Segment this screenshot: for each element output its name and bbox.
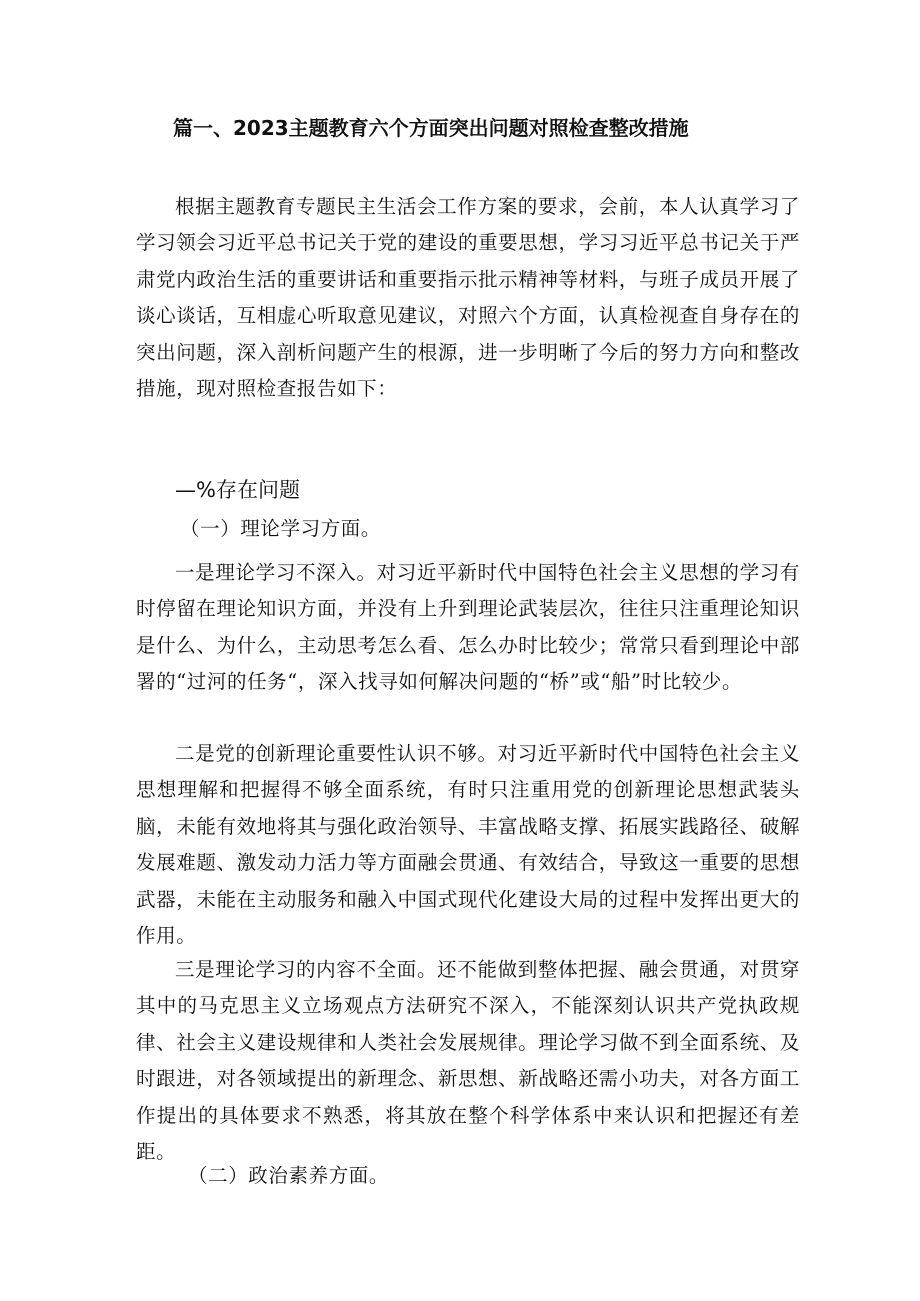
paragraph-innovation-theory: 二是党的创新理论重要性认识不够。对习近平新时代中国特色社会主义思想理解和把握得不够全面系统，有时只注重用党的创新理论思想武装头脑，未能有效地将其与强化政治领导、丰富战略支撑、拓展实践路径、破解发展难题、激发动力活力等方面融会贯通、有效结合，导致这一重要的思想武器，未能在主动服务和融入中国式现代化建设大局的过程中发挥出更大的作用。 <box>136 742 800 948</box>
section-heading-problems: —%存在问题 <box>175 478 300 502</box>
document-title: 篇一、2023主题教育六个方面突出问题对照检查整改措施 <box>173 116 689 140</box>
subsection-heading-political-quality: （二）政治素养方面。 <box>188 1164 390 1187</box>
paragraph-theory-not-deep: 一是理论学习不深入。对习近平新时代中国特色社会主义思想的学习有时停留在理论知识方面，并没有上升到理论武装层次，往往只注重理论知识是什么、为什么，主动思考怎么看、怎么办时比较少；常常只看到理论中部署的“过河的任务“，深入找寻如何解决问题的“桥”或“船”时比较少。 <box>136 561 800 694</box>
intro-paragraph: 根据主题教育专题民主生活会工作方案的要求，会前，本人认真学习了学习领会习近平总书记关于党的建设的重要思想，学习习近平总书记关于严肃党内政治生活的重要讲话和重要指示批示精神等材料，与班子成员开展了谈心谈话，互相虚心听取意见建议，对照六个方面，认真检视查自身存在的突出问题，深入剖析问题产生的根源，进一步明晰了今后的努力方向和整改措施，现对照检查报告如下： <box>136 195 800 401</box>
paragraph-content-incomplete: 三是理论学习的内容不全面。还不能做到整体把握、融会贯通，对贯穿其中的马克思主义立场观点方法研究不深入，不能深刻认识共产党执政规律、社会主义建设规律和人类社会发展规律。理论学习做不到全面系统、及时跟进，对各领域提出的新理念、新思想、新战略还需小功夫，对各方面工作提出的具体要求不熟悉，将其放在整个科学体系中来认识和把握还有差距。 <box>136 958 800 1164</box>
subsection-heading-theory-study: （一）理论学习方面。 <box>180 517 382 540</box>
